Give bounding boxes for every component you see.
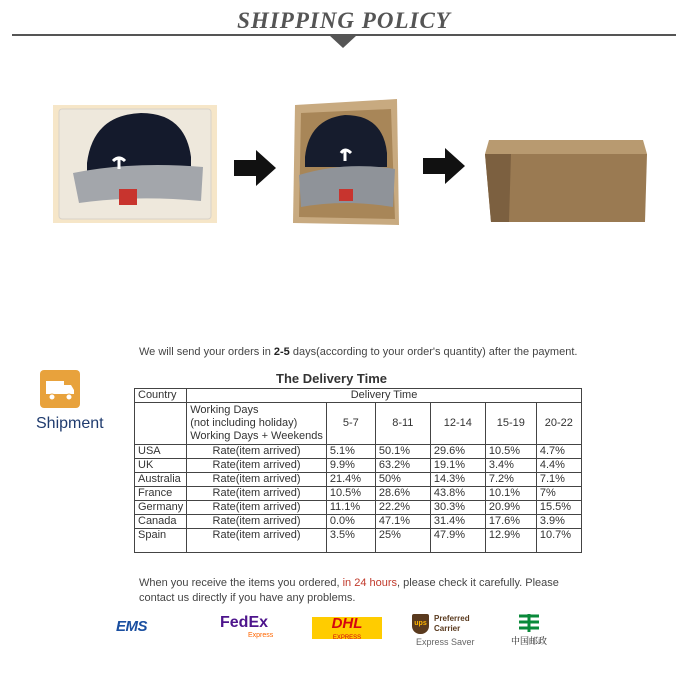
ups-logo: ups Preferred Carrier Express Saver	[412, 614, 482, 648]
arrow-right-icon	[232, 148, 278, 188]
ems-logo: EMS	[116, 618, 148, 635]
table-row: UK Rate(item arrived) 9.9% 63.2% 19.1% 3.4% 4.4%	[135, 459, 582, 473]
table-row: Spain Rate(item arrived) 3.5% 25% 47.9% 12.9% 10.7%	[135, 529, 582, 553]
cap-in-plastic-bag-photo	[53, 105, 217, 223]
header-caret-icon	[329, 35, 357, 48]
working-days-cell: Working Days (not including holiday) Working Days + Weekends	[187, 403, 327, 445]
delivery-time-header: Delivery Time	[187, 389, 582, 403]
fedex-logo: FedEx Express	[220, 614, 274, 639]
range-12-14: 12-14	[430, 403, 485, 445]
table-row: USA Rate(item arrived) 5.1% 50.1% 29.6% 10.5% 4.7%	[135, 445, 582, 459]
china-post-logo: 中国邮政	[506, 612, 552, 652]
range-5-7: 5-7	[326, 403, 375, 445]
delivery-table-title: The Delivery Time	[276, 371, 388, 386]
ups-shield-icon: ups	[412, 614, 429, 634]
range-8-11: 8-11	[375, 403, 430, 445]
shipment-label: Shipment	[36, 415, 104, 432]
closed-box-photo	[481, 134, 651, 226]
china-post-emblem-icon	[517, 612, 541, 634]
cap-in-open-box-photo	[291, 97, 401, 227]
table-row: Germany Rate(item arrived) 11.1% 22.2% 30.3% 20.9% 15.5%	[135, 501, 582, 515]
truck-icon	[40, 370, 80, 408]
dhl-logo: DHL EXPRESS	[312, 617, 382, 639]
table-row: France Rate(item arrived) 10.5% 28.6% 43.8% 10.1% 7%	[135, 487, 582, 501]
arrow-right-icon	[421, 146, 467, 186]
range-20-22: 20-22	[536, 403, 581, 445]
delivery-time-table	[134, 388, 582, 553]
shipping-intro: We will send your orders in 2-5 days(according to your order's quantity) after the payment.	[139, 346, 578, 358]
country-header: Country	[135, 389, 187, 403]
range-15-19: 15-19	[485, 403, 536, 445]
note-highlight: in 24 hours	[342, 577, 398, 589]
inspection-note: When you receive the items you ordered, in 24 hours, please check it carefully. Please contact us directly if you have any problems.	[139, 577, 559, 604]
table-row: Canada Rate(item arrived) 0.0% 47.1% 31.4% 17.6% 3.9%	[135, 515, 582, 529]
page-title: SHIPPING POLICY	[237, 8, 451, 33]
dispatch-range: 2-5	[273, 346, 290, 358]
table-row: Australia Rate(item arrived) 21.4% 50% 14.3% 7.2% 7.1%	[135, 473, 582, 487]
